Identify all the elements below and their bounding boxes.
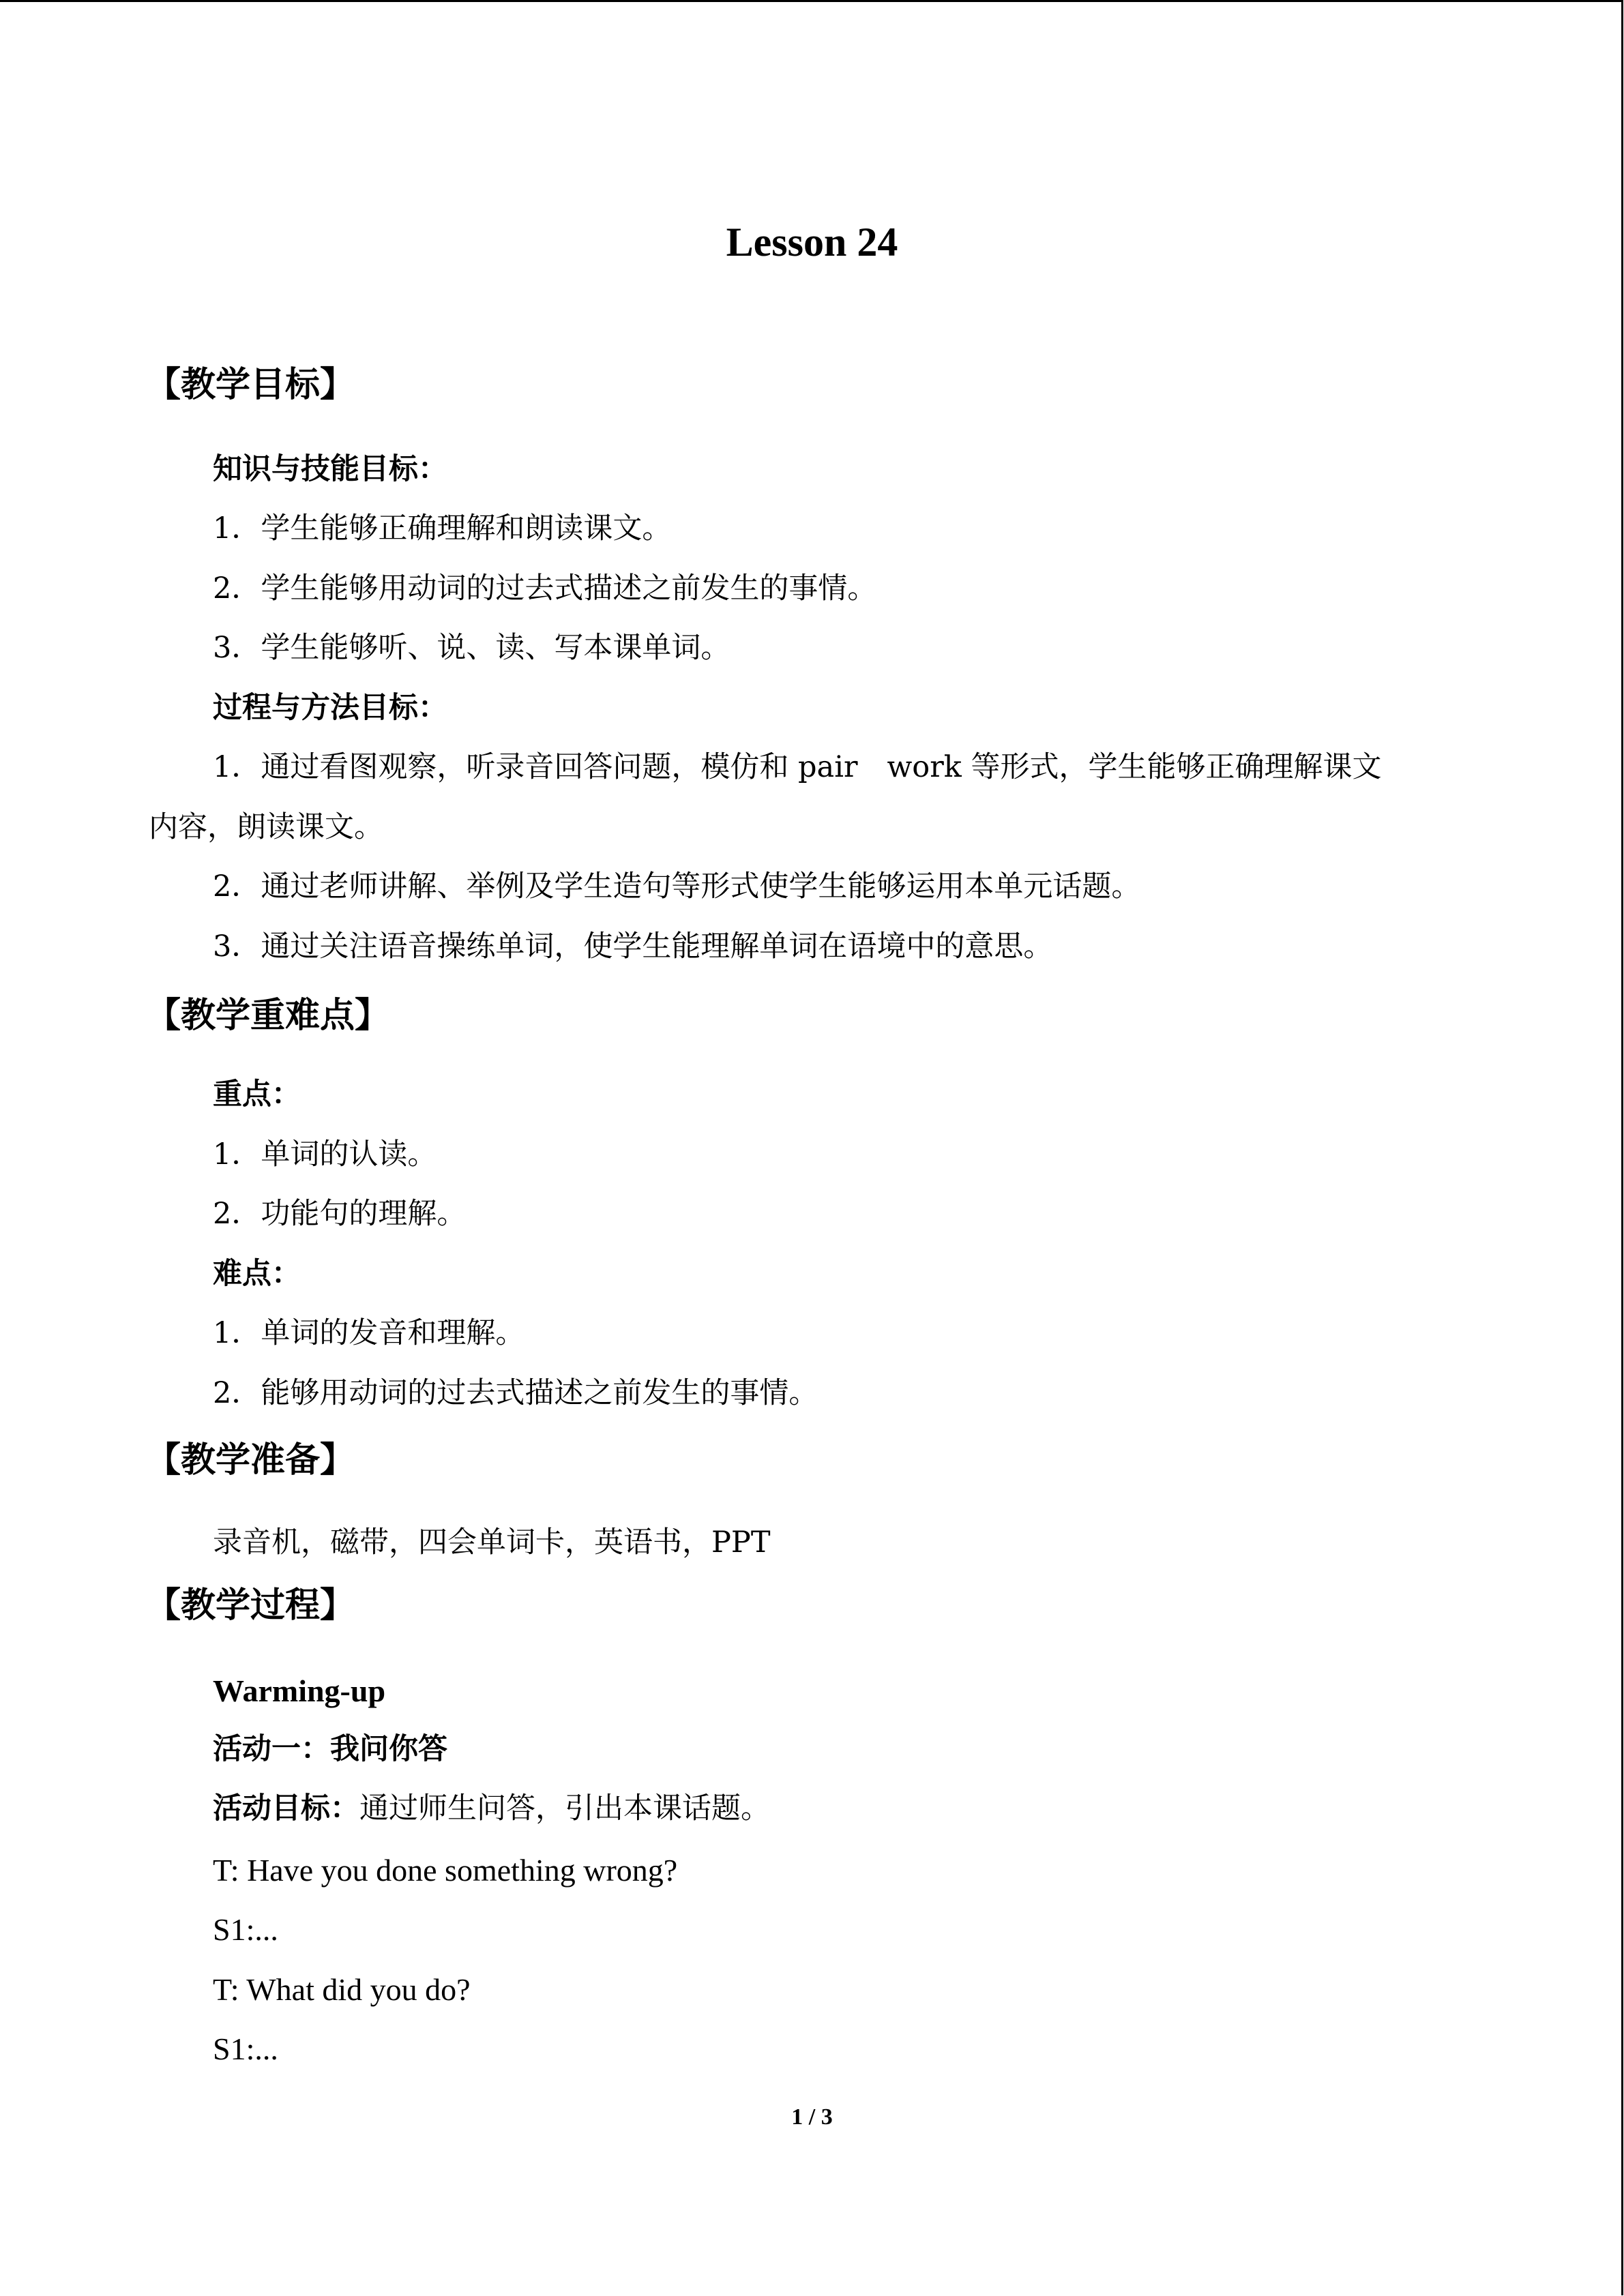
knowledge-item: 3．学生能够听、说、读、写本课单词。 — [213, 631, 730, 665]
activity-goal — [213, 1788, 770, 1829]
preparation-text: 录音机，磁带，四会单词卡，英语书，PPT — [213, 1525, 771, 1560]
activity-title: 活动一：我问你答 — [213, 1732, 447, 1766]
key-item: 1．单词的认读。 — [213, 1137, 437, 1172]
process-item: 3．通过关注语音操练单词，使学生能理解单词在语境中的意思。 — [213, 929, 1053, 964]
difficult-item: 2．能够用动词的过去式描述之前发生的事情。 — [213, 1376, 818, 1410]
heading-procedure: 【教学过程】 — [146, 1585, 355, 1626]
dialogue-line: S1:... — [213, 2031, 278, 2066]
process-item: 1．通过看图观察，听录音回答问题，模仿和 pair work 等形式，学生能够正确理解课文 — [213, 750, 1382, 784]
heading-key-points: 【教学重难点】 — [146, 996, 390, 1036]
dialogue-line: S1:... — [213, 1912, 278, 1947]
page-number: 1 / 3 — [791, 2104, 833, 2130]
heading-objectives: 【教学目标】 — [146, 365, 355, 405]
knowledge-item: 2．学生能够用动词的过去式描述之前发生的事情。 — [213, 571, 877, 606]
goal-label: 活动目标： — [213, 1791, 359, 1825]
dialogue-line: T: What did you do? — [213, 1972, 471, 2007]
process-item: 2．通过老师讲解、举例及学生造句等形式使学生能够运用本单元话题。 — [213, 869, 1141, 904]
process-item-continuation: 内容，朗读课文。 — [149, 810, 383, 844]
warmup-label: Warming-up — [213, 1673, 386, 1708]
heading-preparation: 【教学准备】 — [146, 1440, 355, 1480]
difficult-item: 1．单词的发音和理解。 — [213, 1316, 525, 1350]
key-label: 重点： — [213, 1077, 301, 1112]
goal-text: 通过师生问答，引出本课话题。 — [359, 1791, 770, 1825]
dialogue-line: T: Have you done something wrong? — [213, 1853, 678, 1888]
knowledge-label: 知识与技能目标： — [213, 452, 447, 486]
process-label: 过程与方法目标： — [213, 691, 447, 725]
key-item: 2．功能句的理解。 — [213, 1197, 467, 1231]
knowledge-item: 1．学生能够正确理解和朗读课文。 — [213, 511, 672, 546]
document-title: Lesson 24 — [726, 220, 898, 265]
difficult-label: 难点： — [213, 1257, 301, 1291]
